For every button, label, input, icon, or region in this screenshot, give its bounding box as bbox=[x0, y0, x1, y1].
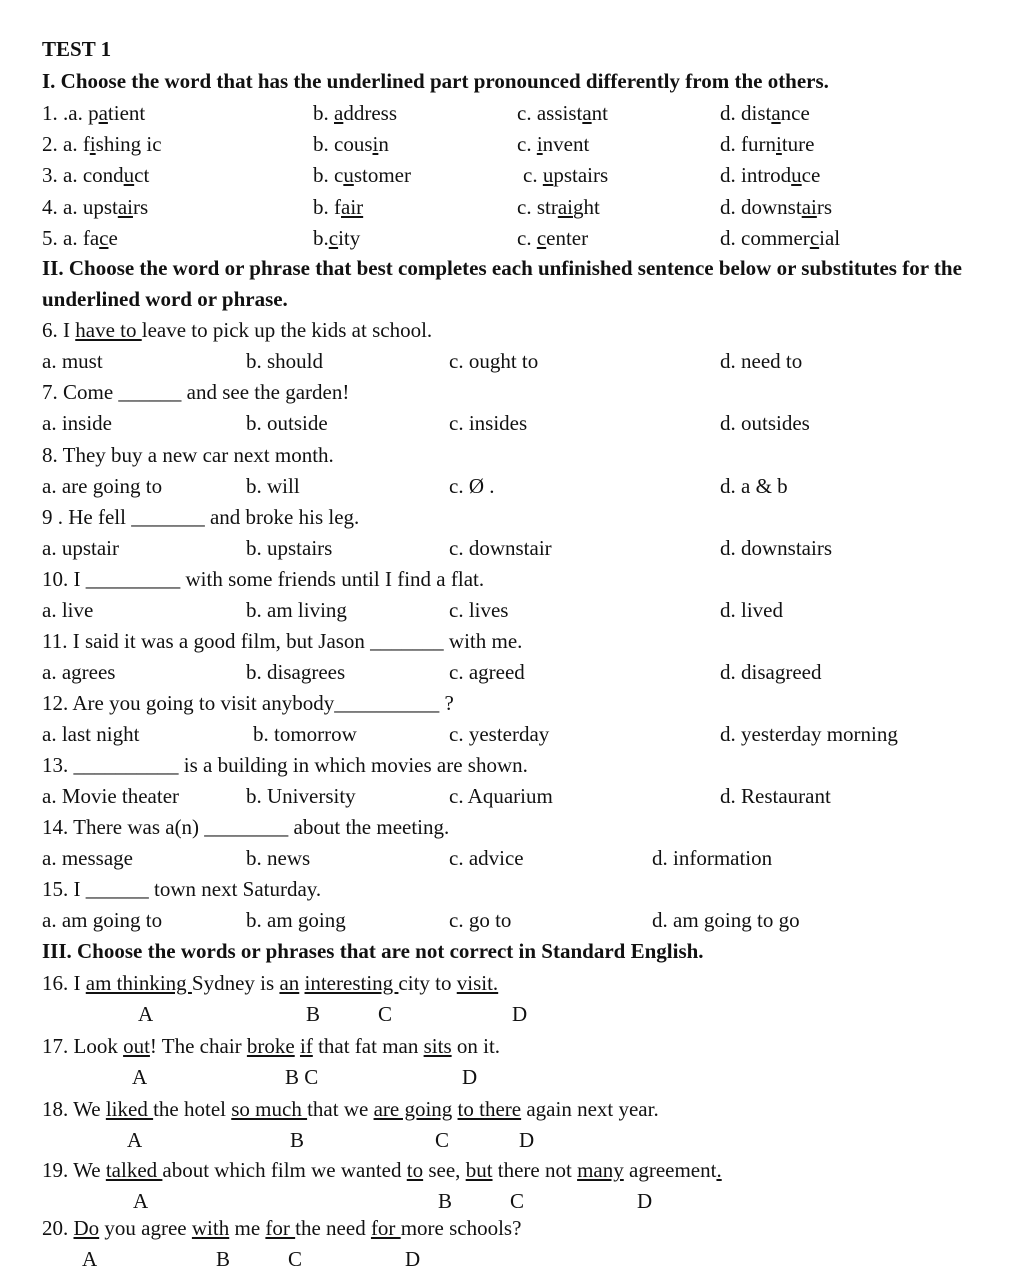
q3-option-a bbox=[42, 162, 149, 188]
q7-option-b: b. outside bbox=[246, 411, 328, 435]
q15-option-a: a. am going to bbox=[42, 908, 163, 932]
underlined-part: to bbox=[406, 1158, 424, 1182]
q1-option-c bbox=[517, 100, 608, 126]
sentence-text: me bbox=[229, 1216, 266, 1240]
q1-option-d bbox=[720, 100, 810, 126]
q19-label-2: C bbox=[510, 1189, 525, 1213]
sentence-text: there not bbox=[492, 1158, 578, 1182]
sentence-text: about which film we wanted bbox=[162, 1158, 407, 1182]
underlined-part: an bbox=[279, 971, 300, 995]
sentence-text: the hotel bbox=[153, 1097, 232, 1121]
q12-option-d: d. yesterday morning bbox=[720, 722, 898, 746]
q4-option-c bbox=[517, 194, 600, 220]
q6-option-b: b. should bbox=[246, 349, 324, 373]
underlined-part: c bbox=[328, 226, 339, 250]
q18-label-2: C bbox=[435, 1128, 450, 1152]
q10-option-b: b. am living bbox=[246, 598, 347, 622]
underlined-part: i bbox=[776, 132, 782, 156]
q7-option-d: d. outsides bbox=[720, 411, 810, 435]
underlined-part: with bbox=[191, 1216, 230, 1240]
q20-label-0: A bbox=[82, 1247, 98, 1271]
sentence-text: 17. Look bbox=[42, 1034, 124, 1058]
question-18 bbox=[42, 1096, 659, 1122]
option-text: b. f bbox=[313, 195, 341, 219]
sentence-text: on it. bbox=[451, 1034, 501, 1058]
question-7: 7. Come ______ and see the garden! bbox=[42, 380, 350, 404]
q12-option-c: c. yesterday bbox=[449, 722, 550, 746]
question-9: 9 . He fell _______ and broke his leg. bbox=[42, 505, 360, 529]
underlined-part: a bbox=[582, 101, 592, 125]
sentence-text: Sydney is bbox=[191, 971, 280, 995]
option-text: e bbox=[108, 226, 118, 250]
q17-label-2: D bbox=[462, 1065, 478, 1089]
underlined-part: u bbox=[542, 163, 554, 187]
q10-option-a: a. live bbox=[42, 598, 94, 622]
underlined-part: c bbox=[536, 226, 547, 250]
option-text: d. downst bbox=[720, 195, 802, 219]
underlined-part: c bbox=[809, 226, 820, 250]
sentence-text: city to bbox=[398, 971, 457, 995]
sentence-text: 16. I bbox=[42, 971, 86, 995]
q17-label-1: B C bbox=[285, 1065, 319, 1089]
underlined-part: i bbox=[536, 132, 543, 156]
underlined-part: am thinking bbox=[85, 971, 192, 995]
q5-option-b bbox=[313, 225, 360, 251]
q16-label-2: C bbox=[378, 1002, 393, 1026]
option-text: b. c bbox=[313, 163, 344, 187]
underlined-part: but bbox=[465, 1158, 493, 1182]
underlined-part: out bbox=[123, 1034, 150, 1058]
underlined-part: u bbox=[791, 163, 802, 187]
option-text: n bbox=[378, 132, 389, 156]
underlined-part: c bbox=[99, 226, 109, 250]
q20-label-1: B bbox=[216, 1247, 231, 1271]
option-text: c. bbox=[523, 163, 543, 187]
sentence-text: again next year. bbox=[521, 1097, 659, 1121]
underlined-part: if bbox=[299, 1034, 313, 1058]
sentence-text: the need bbox=[295, 1216, 371, 1240]
q19-label-0: A bbox=[133, 1189, 149, 1213]
q5-option-d bbox=[720, 225, 840, 251]
question-15: 15. I ______ town next Saturday. bbox=[42, 877, 322, 901]
q16-label-3: D bbox=[512, 1002, 528, 1026]
option-text: ddress bbox=[343, 101, 397, 125]
q10-option-d: d. lived bbox=[720, 598, 783, 622]
question-14: 14. There was a(n) ________ about the meeting. bbox=[42, 815, 450, 839]
q8-option-b: b. will bbox=[246, 474, 300, 498]
sentence-text: more schools? bbox=[400, 1216, 522, 1240]
q4-option-a bbox=[42, 194, 148, 220]
underlined-part: i bbox=[89, 132, 96, 156]
q7-option-c: c. insides bbox=[449, 411, 528, 435]
option-text: ture bbox=[781, 132, 815, 156]
underlined-part: u bbox=[123, 163, 135, 187]
option-text: ct bbox=[134, 163, 150, 187]
option-text: ity bbox=[338, 226, 361, 250]
option-text: c. bbox=[517, 226, 537, 250]
q14-option-b: b. news bbox=[246, 846, 311, 870]
q11-option-b: b. disagrees bbox=[246, 660, 346, 684]
q9-option-c: c. downstair bbox=[449, 536, 552, 560]
q6-underlined: have to bbox=[75, 318, 142, 342]
option-text: d. furn bbox=[720, 132, 776, 156]
q7-option-a: a. inside bbox=[42, 411, 112, 435]
q9-option-a: a. upstair bbox=[42, 536, 119, 560]
section-3-heading: III. Choose the words or phrases that are not correct in Standard English. bbox=[42, 939, 704, 963]
q1-option-a bbox=[42, 100, 145, 126]
q14-option-a: a. message bbox=[42, 846, 133, 870]
q2-option-d bbox=[720, 131, 815, 157]
sentence-text: 18. We bbox=[42, 1097, 106, 1121]
option-text: b. cous bbox=[313, 132, 373, 156]
option-text: 2. a. f bbox=[42, 132, 90, 156]
question-16 bbox=[42, 970, 498, 996]
option-text: b. bbox=[313, 101, 334, 125]
option-text: c. str bbox=[517, 195, 558, 219]
section-1-heading: I. Choose the word that has the underlined part pronounced differently from the others. bbox=[42, 69, 829, 93]
q3-option-b bbox=[313, 162, 411, 188]
q1-option-b bbox=[313, 100, 397, 126]
question-19 bbox=[42, 1157, 722, 1183]
option-text: nvent bbox=[542, 132, 590, 156]
sentence-text: 19. We bbox=[42, 1158, 106, 1182]
q8-option-d: d. a & b bbox=[720, 474, 788, 498]
option-text: rs bbox=[816, 195, 833, 219]
q11-option-a: a. agrees bbox=[42, 660, 116, 684]
sentence-text: see, bbox=[423, 1158, 466, 1182]
option-text: 4. a. upst bbox=[42, 195, 118, 219]
option-text: c. assist bbox=[517, 101, 583, 125]
q16-label-1: B bbox=[306, 1002, 321, 1026]
underlined-part: interesting bbox=[304, 971, 399, 995]
option-text: d. dist bbox=[720, 101, 772, 125]
q13-option-c: c. Aquarium bbox=[449, 784, 553, 808]
underlined-part: to there bbox=[457, 1097, 522, 1121]
option-text: tient bbox=[107, 101, 146, 125]
q10-option-c: c. lives bbox=[449, 598, 509, 622]
option-text: enter bbox=[546, 226, 589, 250]
sentence-text: that we bbox=[307, 1097, 374, 1121]
option-text: d. introd bbox=[720, 163, 792, 187]
q6-suffix: leave to pick up the kids at school. bbox=[141, 318, 433, 342]
q13-option-d: d. Restaurant bbox=[720, 784, 831, 808]
option-text: b. bbox=[313, 226, 329, 250]
q18-label-0: A bbox=[127, 1128, 143, 1152]
option-text: shing ic bbox=[95, 132, 162, 156]
q8-option-a: a. are going to bbox=[42, 474, 163, 498]
option-text: 3. a. cond bbox=[42, 163, 124, 187]
underlined-part: ai bbox=[557, 195, 573, 219]
underlined-part: many bbox=[577, 1158, 624, 1182]
option-text: rs bbox=[132, 195, 149, 219]
q8-option-c: c. Ø . bbox=[449, 474, 495, 498]
option-text: ial bbox=[819, 226, 841, 250]
q18-label-3: D bbox=[519, 1128, 535, 1152]
option-text: 1. .a. p bbox=[42, 101, 99, 125]
underlined-part: so much bbox=[231, 1097, 308, 1121]
underlined-part: a bbox=[334, 101, 344, 125]
q14-option-d: d. information bbox=[652, 846, 773, 870]
section-2-heading: II. Choose the word or phrase that best completes each unfinished sentence below or substitutes for the underlined word or phrase. bbox=[42, 256, 962, 311]
q5-option-c bbox=[517, 225, 588, 251]
q17-label-0: A bbox=[132, 1065, 148, 1089]
underlined-part: sits bbox=[423, 1034, 452, 1058]
question-8: 8. They buy a new car next month. bbox=[42, 443, 334, 467]
underlined-part: i bbox=[372, 132, 379, 156]
q11-option-c: c. agreed bbox=[449, 660, 525, 684]
option-text: nce bbox=[780, 101, 810, 125]
underlined-part: a bbox=[771, 101, 781, 125]
question-20 bbox=[42, 1215, 521, 1241]
option-text: ce bbox=[801, 163, 821, 187]
q5-option-a bbox=[42, 225, 118, 251]
sentence-text: 20. bbox=[42, 1216, 74, 1240]
q6-prefix: 6. I bbox=[42, 318, 76, 342]
q9-option-b: b. upstairs bbox=[246, 536, 333, 560]
q4-option-b bbox=[313, 194, 363, 220]
underlined-part: talked bbox=[105, 1158, 163, 1182]
underlined-part: . bbox=[716, 1158, 722, 1182]
q12-option-b: b. tomorrow bbox=[253, 722, 357, 746]
underlined-part: ai bbox=[117, 195, 133, 219]
q11-option-d: d. disagreed bbox=[720, 660, 822, 684]
underlined-part: a bbox=[98, 101, 108, 125]
option-text: 5. a. fa bbox=[42, 226, 100, 250]
sentence-text: you agree bbox=[99, 1216, 192, 1240]
question-12: 12. Are you going to visit anybody__________ ? bbox=[42, 691, 454, 715]
q16-label-0: A bbox=[138, 1002, 154, 1026]
underlined-part: broke bbox=[246, 1034, 295, 1058]
sentence-text: that fat man bbox=[312, 1034, 424, 1058]
question-11: 11. I said it was a good film, but Jason _______ with me. bbox=[42, 629, 523, 653]
option-text: pstairs bbox=[553, 163, 609, 187]
q3-option-d bbox=[720, 162, 820, 188]
q20-label-2: C bbox=[288, 1247, 303, 1271]
option-text: ght bbox=[572, 195, 600, 219]
q2-option-b bbox=[313, 131, 389, 157]
underlined-part: Do bbox=[73, 1216, 100, 1240]
question-13: 13. __________ is a building in which movies are shown. bbox=[42, 753, 528, 777]
underlined-part: liked bbox=[105, 1097, 154, 1121]
q6-option-d: d. need to bbox=[720, 349, 803, 373]
q15-option-c: c. go to bbox=[449, 908, 512, 932]
option-text: nt bbox=[591, 101, 608, 125]
underlined-part: u bbox=[343, 163, 354, 187]
q6-option-c: c. ought to bbox=[449, 349, 539, 373]
q6-option-a: a. must bbox=[42, 349, 103, 373]
option-text: stomer bbox=[353, 163, 411, 187]
q19-label-3: D bbox=[637, 1189, 653, 1213]
underlined-part: air bbox=[341, 195, 364, 219]
q4-option-d bbox=[720, 194, 832, 220]
underlined-part: for bbox=[265, 1216, 296, 1240]
option-text: d. commer bbox=[720, 226, 810, 250]
option-text: c. bbox=[517, 132, 537, 156]
question-10: 10. I _________ with some friends until I find a flat. bbox=[42, 567, 485, 591]
q18-label-1: B bbox=[290, 1128, 305, 1152]
q13-option-a: a. Movie theater bbox=[42, 784, 180, 808]
sentence-text: agreement bbox=[623, 1158, 717, 1182]
q13-option-b: b. University bbox=[246, 784, 356, 808]
q15-option-d: d. am going to go bbox=[652, 908, 800, 932]
q15-option-b: b. am going bbox=[246, 908, 346, 932]
q2-option-a bbox=[42, 131, 162, 157]
question-6 bbox=[42, 317, 432, 343]
question-17 bbox=[42, 1033, 500, 1059]
underlined-part: ai bbox=[801, 195, 817, 219]
q12-option-a: a. last night bbox=[42, 722, 140, 746]
test-title: TEST 1 bbox=[42, 37, 112, 61]
underlined-part: are going bbox=[373, 1097, 453, 1121]
q20-label-3: D bbox=[405, 1247, 421, 1271]
q14-option-c: c. advice bbox=[449, 846, 524, 870]
q19-label-1: B bbox=[438, 1189, 453, 1213]
q2-option-c bbox=[517, 131, 589, 157]
q3-option-c bbox=[523, 162, 608, 188]
underlined-part: visit. bbox=[456, 971, 499, 995]
sentence-text: ! The chair bbox=[149, 1034, 247, 1058]
underlined-part: for bbox=[370, 1216, 401, 1240]
q9-option-d: d. downstairs bbox=[720, 536, 832, 560]
